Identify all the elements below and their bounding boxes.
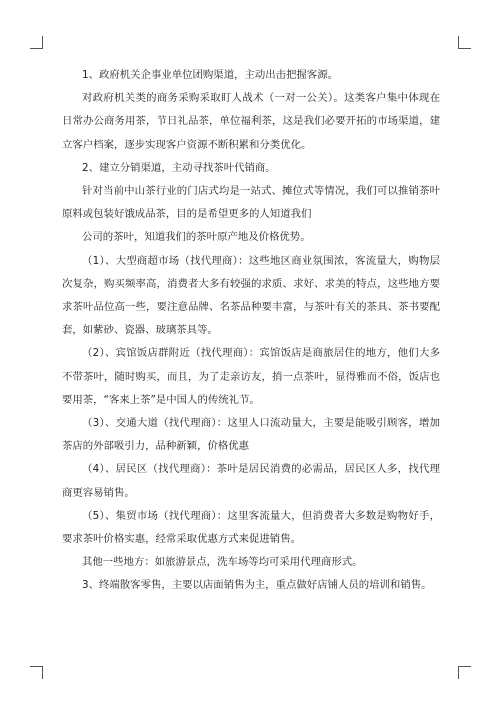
paragraph: 1、政府机关企事业单位团购渠道，主动出击把握客源。 (82, 69, 338, 81)
crop-mark-top-right (458, 36, 471, 49)
paragraph: 对政府机关类的商务采购采取盯人战术（一对一公关）。这类客户集中体现在日常办公商务用茶，节日礼品茶，单位福利茶，这是我们必要开拓的市场渠道，建立客户档案，逐步实现客户资源不断积累和分类优化。 (62, 92, 440, 151)
document-body (62, 64, 440, 598)
paragraph: （1）、大型商超市场（找代理商）：这些地区商业氛围浓，客流量大，购物层次复杂，购买频率高，消费者大多有较强的求质、求好、求美的特点，这些地方要求茶叶品位高一些，要注意品牌、名茶品种要丰富，与茶叶有关的茶具、茶书要配套，如紫砂、瓷器、玻璃茶具等。 (62, 254, 440, 337)
paragraph: 3、终端散客零售，主要以店面销售为主，重点做好店铺人员的培训和销售。 (82, 579, 432, 592)
paragraph: （3）、交通大道（找代理商）：这里人口流动量大，主要是能吸引顾客，增加茶店的外部吸引力，品种新颖，价格优惠 (62, 417, 440, 453)
crop-mark-bottom-right (458, 666, 471, 679)
paragraph: （5）、集贸市场（找代理商）：这里客流量大，但消费者大多数是购物好手，要求茶叶价格实惠，经常采取优惠方式来促进销售。 (62, 509, 440, 546)
paragraph: 针对当前中山茶行业的门店式均是一站式、摊位式等情况，我们可以推销茶叶原料或包装好饿成品茶，目的是希望更多的人知道我们 (62, 185, 440, 221)
crop-mark-top-left (30, 36, 43, 49)
paragraph: （4）、居民区（找代理商）：茶叶是居民消费的必需品，居民区人多，找代理商更容易销售。 (62, 463, 440, 499)
paragraph: 公司的茶叶，知道我们的茶叶原产地及价格优势。 (82, 231, 311, 244)
paragraph: （2）、宾馆饭店群附近（找代理商）：宾馆饭店是商旅居住的地方，他们大多不带茶叶，随时购买，而且，为了走亲访友，捎一点茶叶，显得雅而不俗，饭店也要用茶，“客来上茶”是中国人的传统礼节。 (62, 347, 440, 406)
crop-mark-bottom-left (30, 666, 43, 679)
paragraph: 其他一些地方：如旅游景点，洗车场等均可采用代理商形式。 (82, 556, 363, 569)
paragraph: 2、建立分销渠道，主动寻找茶叶代销商。 (82, 161, 276, 174)
